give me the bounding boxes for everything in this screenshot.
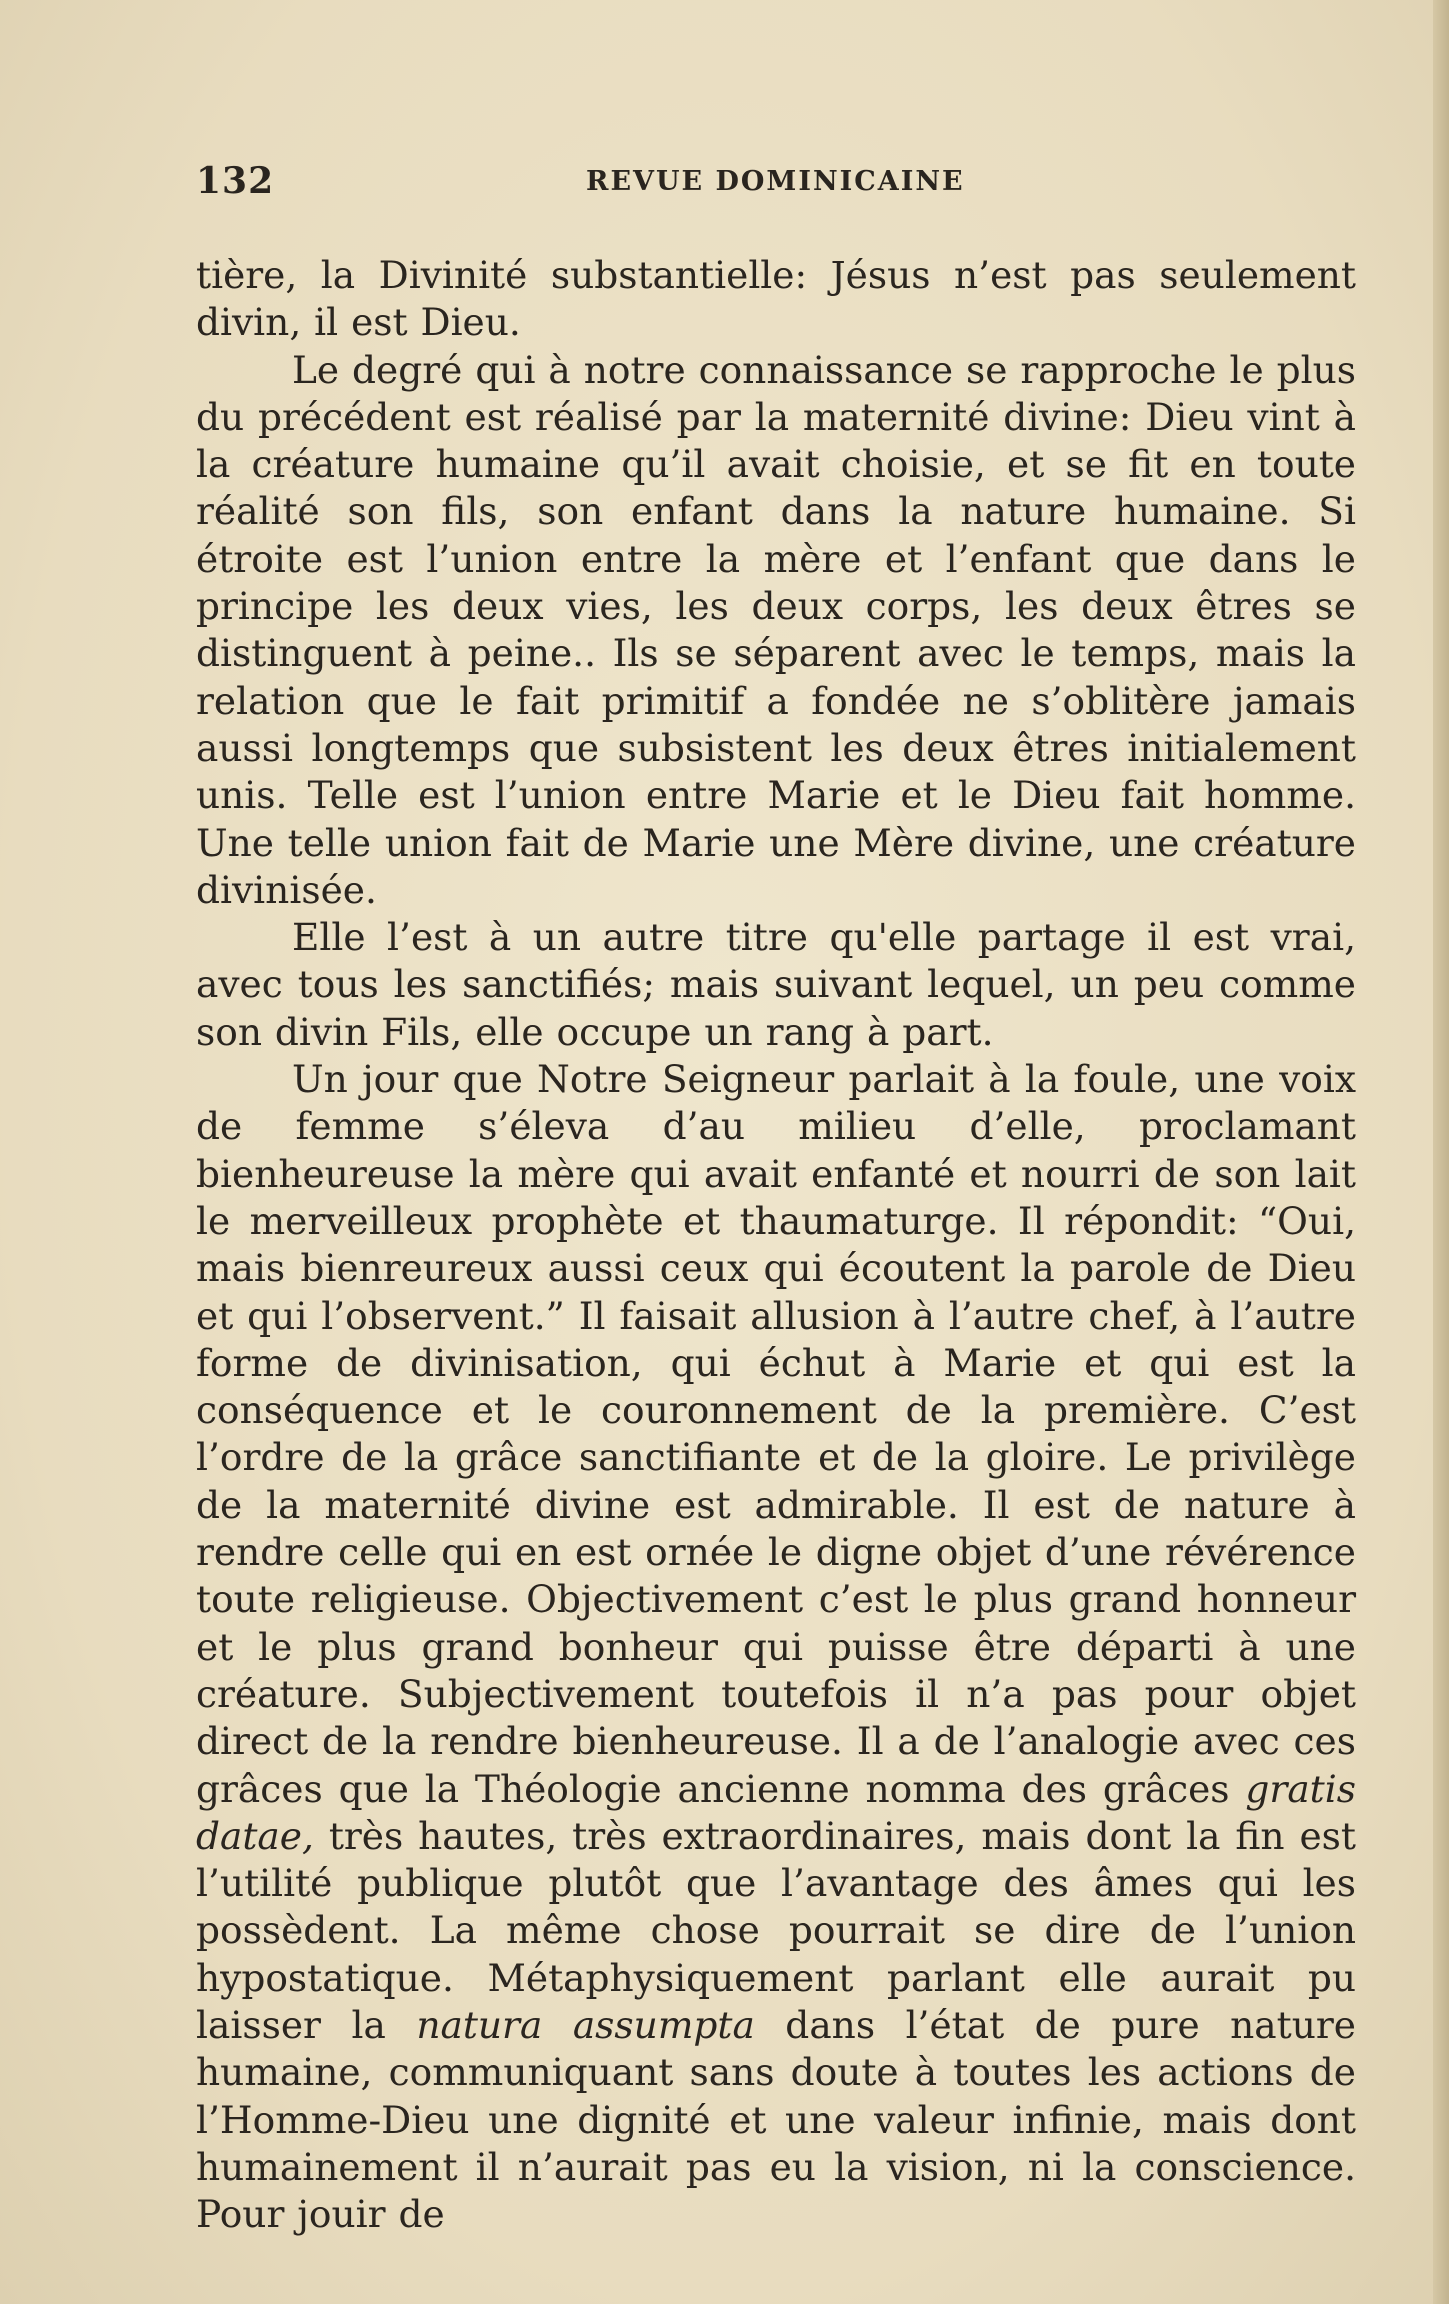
text-segment: Elle l’est à un autre titre qu'elle partage il est vrai, avec tous les sanctifiés; mais suivant lequel, un peu comme son divin Fils, elle occupe un rang à part.	[196, 915, 1356, 1054]
paragraph-2	[196, 347, 1356, 915]
body-text	[196, 252, 1356, 2238]
page-header	[196, 160, 1356, 210]
text-segment: très hautes, très extraordinaires, mais dont la fin est l’utilité publique plutôt que l’avantage des âmes qui les possèdent. La même chose pourrait se dire de l’union hypostatique. Métaphysiquement parlant elle aurait pu laisser la	[196, 1813, 1356, 2047]
text-segment: Un jour que Notre Seigneur parlait à la foule, une voix de femme s’éleva d’au milieu d’elle, proclamant bienheureuse la mère qui avait enfanté et nourri de son lait le merveilleux prophète et thaumaturge. Il répondit: “Oui, mais bienreureux aussi ceux qui écoutent la parole de Dieu et qui l’observent.” Il faisait allusion à l’autre chef, à l’autre forme de divinisation, qui échut à Marie et qui est la conséquence et le couronnement de la première. C’est l’ordre de la grâce sanctifiante et de la gloire. Le privilège de la maternité divine est admirable. Il est de nature à rendre celle qui en est ornée le digne objet d’une révérence toute religieuse. Objectivement c’est le plus grand honneur et le plus grand bonheur qui puisse être départi à une créature. Subjectivement toutefois il n’a pas pour objet direct de la rendre bienheureuse. Il a de l’analogie avec ces grâces que la Théologie ancienne nomma des grâces	[196, 1057, 1356, 1811]
paragraph-4	[196, 1056, 1356, 2238]
text-segment: Le degré qui à notre connaissance se rapproche le plus du précédent est réalisé par la maternité divine: Dieu vint à la créature humaine qu’il avait choisie, et se fit en toute réalité son fils, son enfant dans la nature humaine. Si étroite est l’union entre la mère et l’enfant que dans le principe les deux vies, les deux corps, les deux êtres se distinguent à peine.. Ils se séparent avec le temps, mais la relation que le fait primitif a fondée ne s’oblitère jamais aussi longtemps que subsistent les deux êtres initialement unis. Telle est l’union entre Marie et le Dieu fait homme. Une telle union fait de Marie une Mère divine, une créature divinisée.	[196, 347, 1356, 912]
page-edge-shadow	[1433, 0, 1449, 2304]
text-segment: dans l’état de pure nature humaine, communiquant sans doute à toutes les actions de l’Homme-Dieu une dignité et une valeur infinie, mais dont humainement il n’aurait pas eu la vision, ni la conscience. Pour jouir de	[196, 2002, 1356, 2237]
page-number: 132	[196, 160, 275, 202]
latin-phrase-natura-assumpta: natura assumpta	[416, 2002, 755, 2047]
running-head: REVUE DOMINICAINE	[586, 166, 965, 197]
latin-phrase-gratis-datae: gratis datae,	[196, 1766, 1356, 1858]
paragraph-1	[196, 252, 1356, 347]
paragraph-3	[196, 914, 1356, 1056]
text-segment: tière, la Divinité substantielle: Jésus n’est pas seulement divin, il est Dieu.	[196, 253, 1356, 345]
